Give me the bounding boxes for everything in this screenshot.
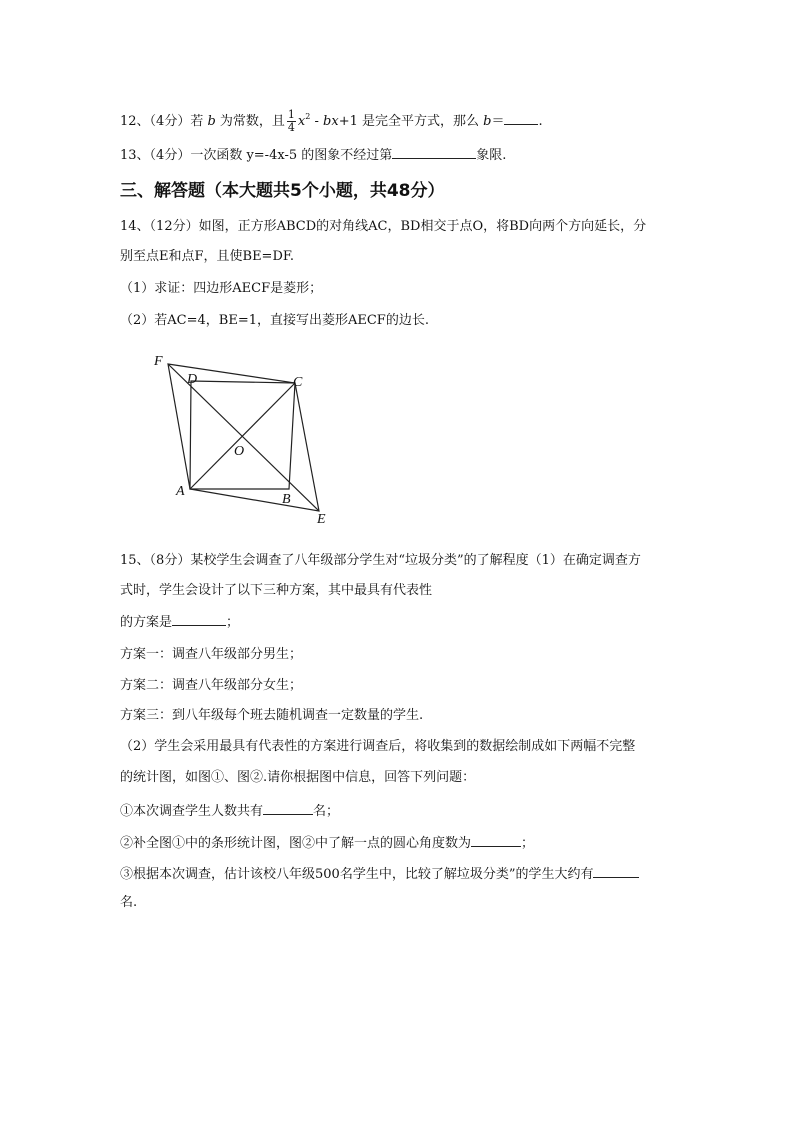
q15-line-3-suffix: ； bbox=[226, 615, 240, 630]
q12-tail: +1 是完全平方式，那么 bbox=[338, 114, 484, 129]
q13-suffix: 象限. bbox=[476, 148, 507, 163]
q12-var-x: x bbox=[297, 114, 306, 129]
q15-sub-1-suffix: 名； bbox=[313, 804, 340, 819]
q12-minus: - bbox=[310, 114, 324, 129]
q15-line-2: 式时，学生会设计了以下三种方案，其中最具有代表性 bbox=[120, 583, 433, 598]
q15-sub-2-suffix: ； bbox=[521, 836, 535, 851]
q15-sub-3-end: 名. bbox=[120, 895, 138, 910]
label-O: O bbox=[234, 444, 245, 459]
q14-geometry-figure bbox=[140, 345, 350, 530]
q12-equals: ＝ bbox=[491, 114, 505, 129]
label-E: E bbox=[317, 512, 326, 527]
q13-text: 13、（4分）一次函数 y=-4x-5 的图象不经过第 bbox=[120, 148, 393, 163]
question-12 bbox=[120, 107, 543, 134]
q14-line-2: 别至点E和点F，且使BE=DF. bbox=[120, 249, 294, 264]
q15-part-2-line-1: （2）学生会采用最具有代表性的方案进行调查后，将收集到的数据绘制成如下两幅不完整 bbox=[120, 739, 636, 754]
q13-answer-blank[interactable] bbox=[392, 144, 476, 159]
label-A: A bbox=[176, 484, 185, 499]
section-heading: 三、解答题（本大题共5个小题，共48分） bbox=[120, 181, 445, 201]
q15-plan-2: 方案二：调查八年级部分女生； bbox=[120, 678, 303, 693]
q15-plan-answer-blank[interactable] bbox=[172, 611, 226, 626]
q15-plan-3: 方案三：到八年级每个班去随机调查一定数量的学生. bbox=[120, 708, 424, 723]
q15-sub-1-prefix: ①本次调查学生人数共有 bbox=[120, 804, 264, 819]
label-D: D bbox=[187, 372, 198, 387]
question-13 bbox=[120, 144, 506, 166]
q15-sub-1-blank[interactable] bbox=[263, 800, 313, 815]
q15-sub-3-blank[interactable] bbox=[593, 863, 639, 878]
q12-fraction bbox=[287, 109, 296, 134]
q15-sub-3 bbox=[120, 863, 639, 885]
label-F: F bbox=[154, 354, 163, 369]
q12-bx: bx bbox=[323, 114, 339, 129]
q12-mid: 为常数，且 bbox=[215, 114, 285, 129]
q12-exponent: 2 bbox=[305, 112, 311, 121]
q14-part-2: （2）若AC=4，BE=1，直接写出菱形AECF的边长. bbox=[120, 313, 429, 328]
label-B: B bbox=[282, 492, 291, 507]
q15-sub-1 bbox=[120, 800, 339, 822]
q14-line-1: 14、（12分）如图，正方形ABCD的对角线AC，BD相交于点O，将BD向两个方向延长，分 bbox=[120, 219, 647, 234]
q15-sub-2-blank[interactable] bbox=[471, 832, 521, 847]
q15-sub-3-prefix: ③根据本次调查，估计该校八年级500名学生中，比较了解垃圾分类”的学生大约有 bbox=[120, 867, 594, 882]
label-C: C bbox=[293, 375, 303, 390]
q12-period: . bbox=[538, 114, 543, 129]
q12-answer-var: b bbox=[483, 114, 492, 129]
q12-answer-blank[interactable] bbox=[504, 110, 538, 125]
q15-sub-2 bbox=[120, 832, 534, 854]
q15-line-3 bbox=[120, 611, 239, 633]
q15-part-2-line-2: 的统计图，如图①、图②.请你根据图中信息，回答下列问题： bbox=[120, 770, 476, 785]
q15-line-1: 15、（8分）某校学生会调查了八年级部分学生对“垃圾分类”的了解程度（1）在确定调查方 bbox=[120, 553, 641, 568]
q15-line-3-prefix: 的方案是 bbox=[120, 615, 173, 630]
q12-frac-denominator: 4 bbox=[287, 121, 295, 134]
q14-part-1: （1）求证：四边形AECF是菱形； bbox=[120, 281, 323, 296]
q12-prefix: 12、（4分）若 bbox=[120, 114, 208, 129]
q12-var-b: b bbox=[207, 114, 216, 129]
q15-sub-2-prefix: ②补全图①中的条形统计图，图②中了解一点的圆心角度数为 bbox=[120, 836, 472, 851]
q12-frac-numerator: 1 bbox=[287, 108, 295, 121]
q15-plan-1: 方案一：调查八年级部分男生； bbox=[120, 647, 303, 662]
